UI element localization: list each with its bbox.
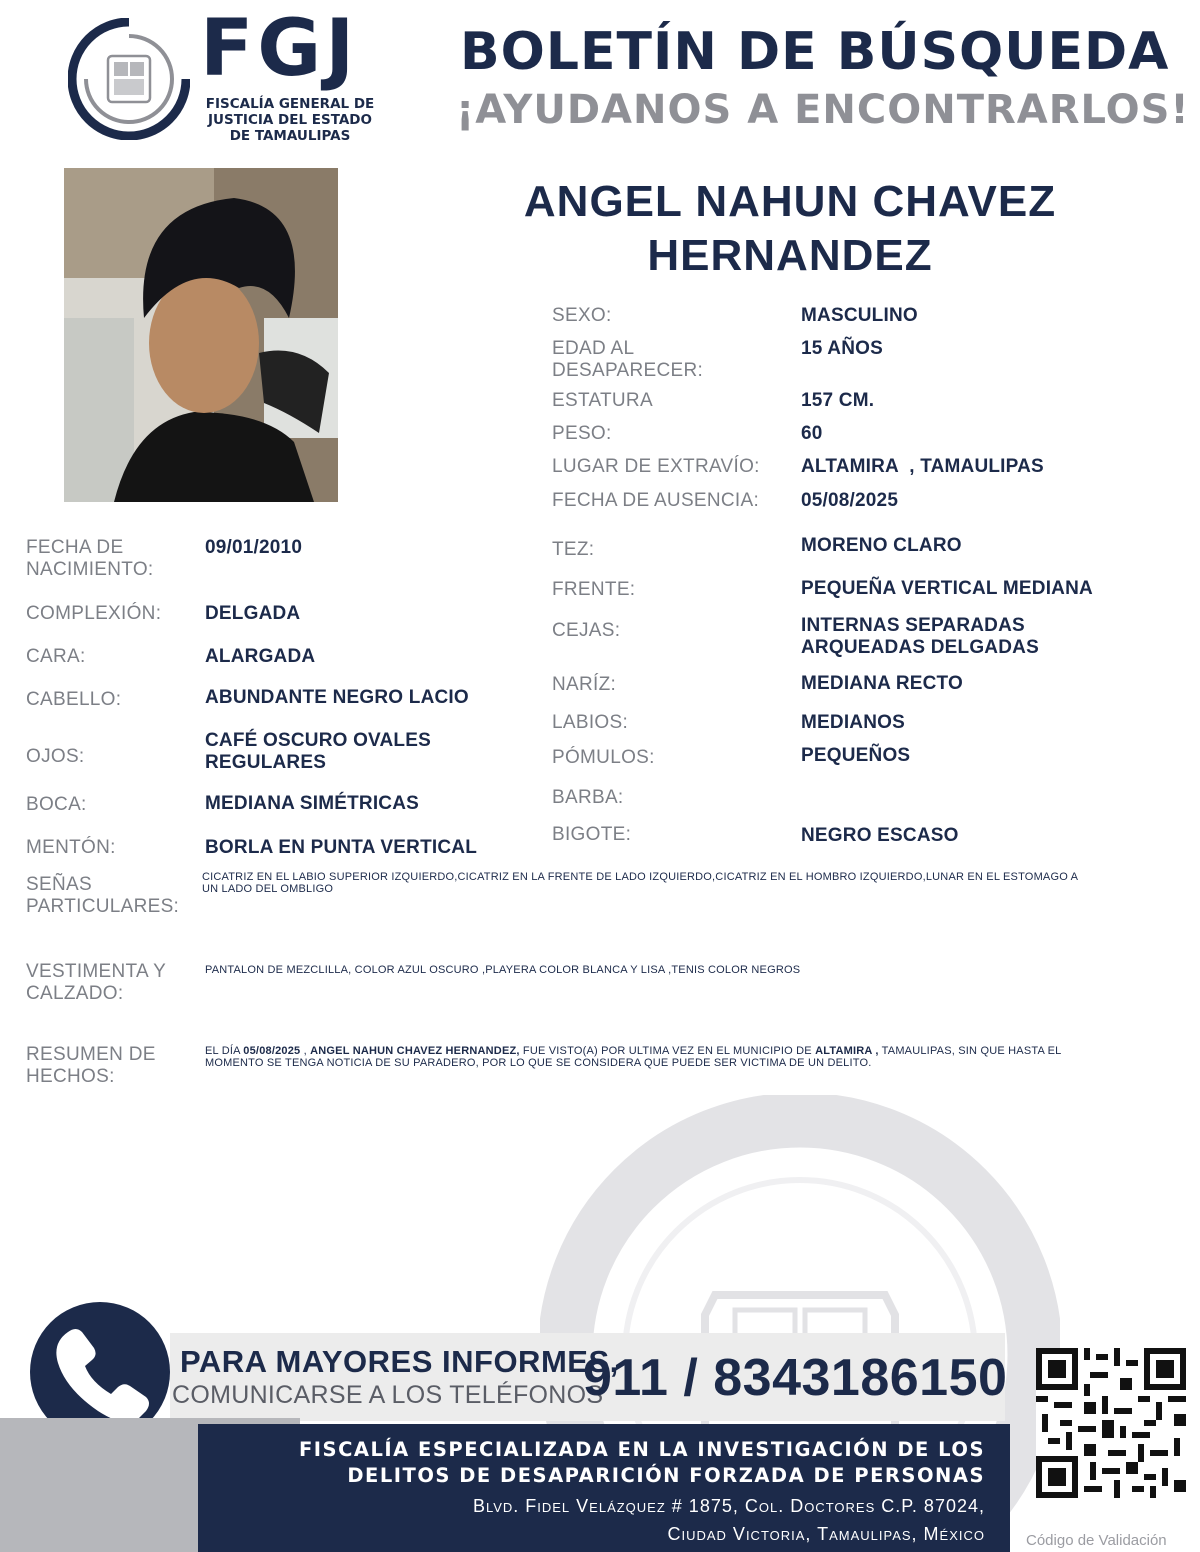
value-cejas: INTERNAS SEPARADAS ARQUEADAS DELGADAS: [801, 615, 1039, 658]
label-menton: MENTÓN:: [26, 837, 116, 858]
value-cabello: ABUNDANTE NEGRO LACIO: [205, 687, 469, 708]
contact-line2: COMUNICARSE A LOS TELÉFONOS: [172, 1381, 604, 1409]
bulletin-title: BOLETÍN DE BÚSQUEDA: [460, 22, 1170, 82]
logo-text: FGJ: [200, 4, 359, 94]
value-peso: 60: [801, 423, 823, 444]
label-sexo: SEXO:: [552, 305, 612, 326]
value-pomulos: PEQUEÑOS: [801, 745, 911, 766]
value-fecha-ausencia: 05/08/2025: [801, 490, 899, 511]
label-cabello: CABELLO:: [26, 689, 122, 710]
value-resumen: EL DÍA 05/08/2025 , ANGEL NAHUN CHAVEZ HERNANDEZ, FUE VISTO(A) POR ULTIMA VEZ EN EL MUNICIPIO DE ALTAMIRA , TAMAULIPAS, SIN QUE HASTA EL MOMENTO SE TENGA NOTICIA DE SU PARADERO, POR LO QUE SE CONSIDERA QUE PUEDE SER VICTIMA DE UN DELITO.: [205, 1045, 1062, 1069]
label-edad: EDAD AL DESAPARECER:: [552, 338, 704, 381]
value-boca: MEDIANA SIMÉTRICAS: [205, 793, 420, 814]
value-nacimiento: 09/01/2010: [205, 537, 303, 558]
label-vestimenta: VESTIMENTA Y CALZADO:: [26, 961, 167, 1004]
label-ojos: OJOS:: [26, 746, 85, 767]
label-estatura: ESTATURA: [552, 390, 653, 411]
label-frente: FRENTE:: [552, 579, 636, 600]
label-senas: SEÑAS PARTICULARES:: [26, 874, 180, 917]
label-cara: CARA:: [26, 646, 86, 667]
footer-agency-name: FISCALÍA ESPECIALIZADA EN LA INVESTIGACIÓN DE LOS DELITOS DE DESAPARICIÓN FORZADA DE PERSONAS: [298, 1438, 985, 1487]
label-cejas: CEJAS:: [552, 620, 621, 641]
label-nariz: NARÍZ:: [552, 674, 617, 695]
contact-phone-numbers[interactable]: 911 / 8343186150: [583, 1349, 1008, 1407]
bulletin-subtitle: ¡AYUDANOS A ENCONTRARLOS!: [456, 87, 1190, 133]
value-nariz: MEDIANA RECTO: [801, 673, 963, 694]
qr-code[interactable]: [1036, 1348, 1186, 1498]
label-resumen: RESUMEN DE HECHOS:: [26, 1044, 156, 1087]
label-pomulos: PÓMULOS:: [552, 747, 655, 768]
value-bigote: NEGRO ESCASO: [801, 825, 959, 846]
label-barba: BARBA:: [552, 787, 624, 808]
value-vestimenta: PANTALON DE MEZCLILLA, COLOR AZUL OSCURO ,PLAYERA COLOR BLANCA Y LISA ,TENIS COLOR NEGROS: [205, 964, 801, 976]
value-lugar: ALTAMIRA , TAMAULIPAS: [801, 456, 1044, 477]
value-edad: 15 AÑOS: [801, 338, 884, 359]
qr-caption: Código de Validación: [1026, 1532, 1167, 1549]
person-name: ANGEL NAHUN CHAVEZ HERNANDEZ: [523, 177, 1057, 280]
value-menton: BORLA EN PUNTA VERTICAL: [205, 837, 478, 858]
label-complexion: COMPLEXIÓN:: [26, 603, 162, 624]
footer-address: Blvd. Fidel Velázquez # 1875, Col. Doctores C.P. 87024, Ciudad Victoria, Tamaulipas, México: [472, 1496, 985, 1544]
value-tez: MORENO CLARO: [801, 535, 962, 556]
value-labios: MEDIANOS: [801, 712, 905, 733]
value-ojos: CAFÉ OSCURO OVALES REGULARES: [205, 730, 431, 773]
value-estatura: 157 CM.: [801, 390, 875, 411]
value-cara: ALARGADA: [205, 646, 316, 667]
value-frente: PEQUEÑA VERTICAL MEDIANA: [801, 578, 1093, 599]
contact-line1: PARA MAYORES INFORMES,: [180, 1344, 619, 1379]
label-lugar: LUGAR DE EXTRAVÍO:: [552, 456, 760, 477]
logo-subtitle: FISCALÍA GENERAL DE JUSTICIA DEL ESTADO DE TAMAULIPAS: [205, 96, 375, 144]
label-peso: PESO:: [552, 423, 612, 444]
value-senas: CICATRIZ EN EL LABIO SUPERIOR IZQUIERDO,CICATRIZ EN LA FRENTE DE LADO IZQUIERDO,CICATRIZ EN EL HOMBRO IZQUIERDO,LUNAR EN EL ESTOMAGO A UN LADO DEL OMBLIGO: [202, 871, 1079, 895]
fgj-logo-seal: [68, 18, 190, 140]
label-boca: BOCA:: [26, 794, 87, 815]
label-labios: LABIOS:: [552, 712, 629, 733]
label-nacimiento: FECHA DE NACIMIENTO:: [26, 537, 154, 580]
value-complexion: DELGADA: [205, 603, 301, 624]
label-tez: TEZ:: [552, 539, 595, 560]
label-fecha-ausencia: FECHA DE AUSENCIA:: [552, 490, 760, 511]
person-photo: [64, 168, 338, 502]
value-sexo: MASCULINO: [801, 305, 918, 326]
label-bigote: BIGOTE:: [552, 824, 632, 845]
